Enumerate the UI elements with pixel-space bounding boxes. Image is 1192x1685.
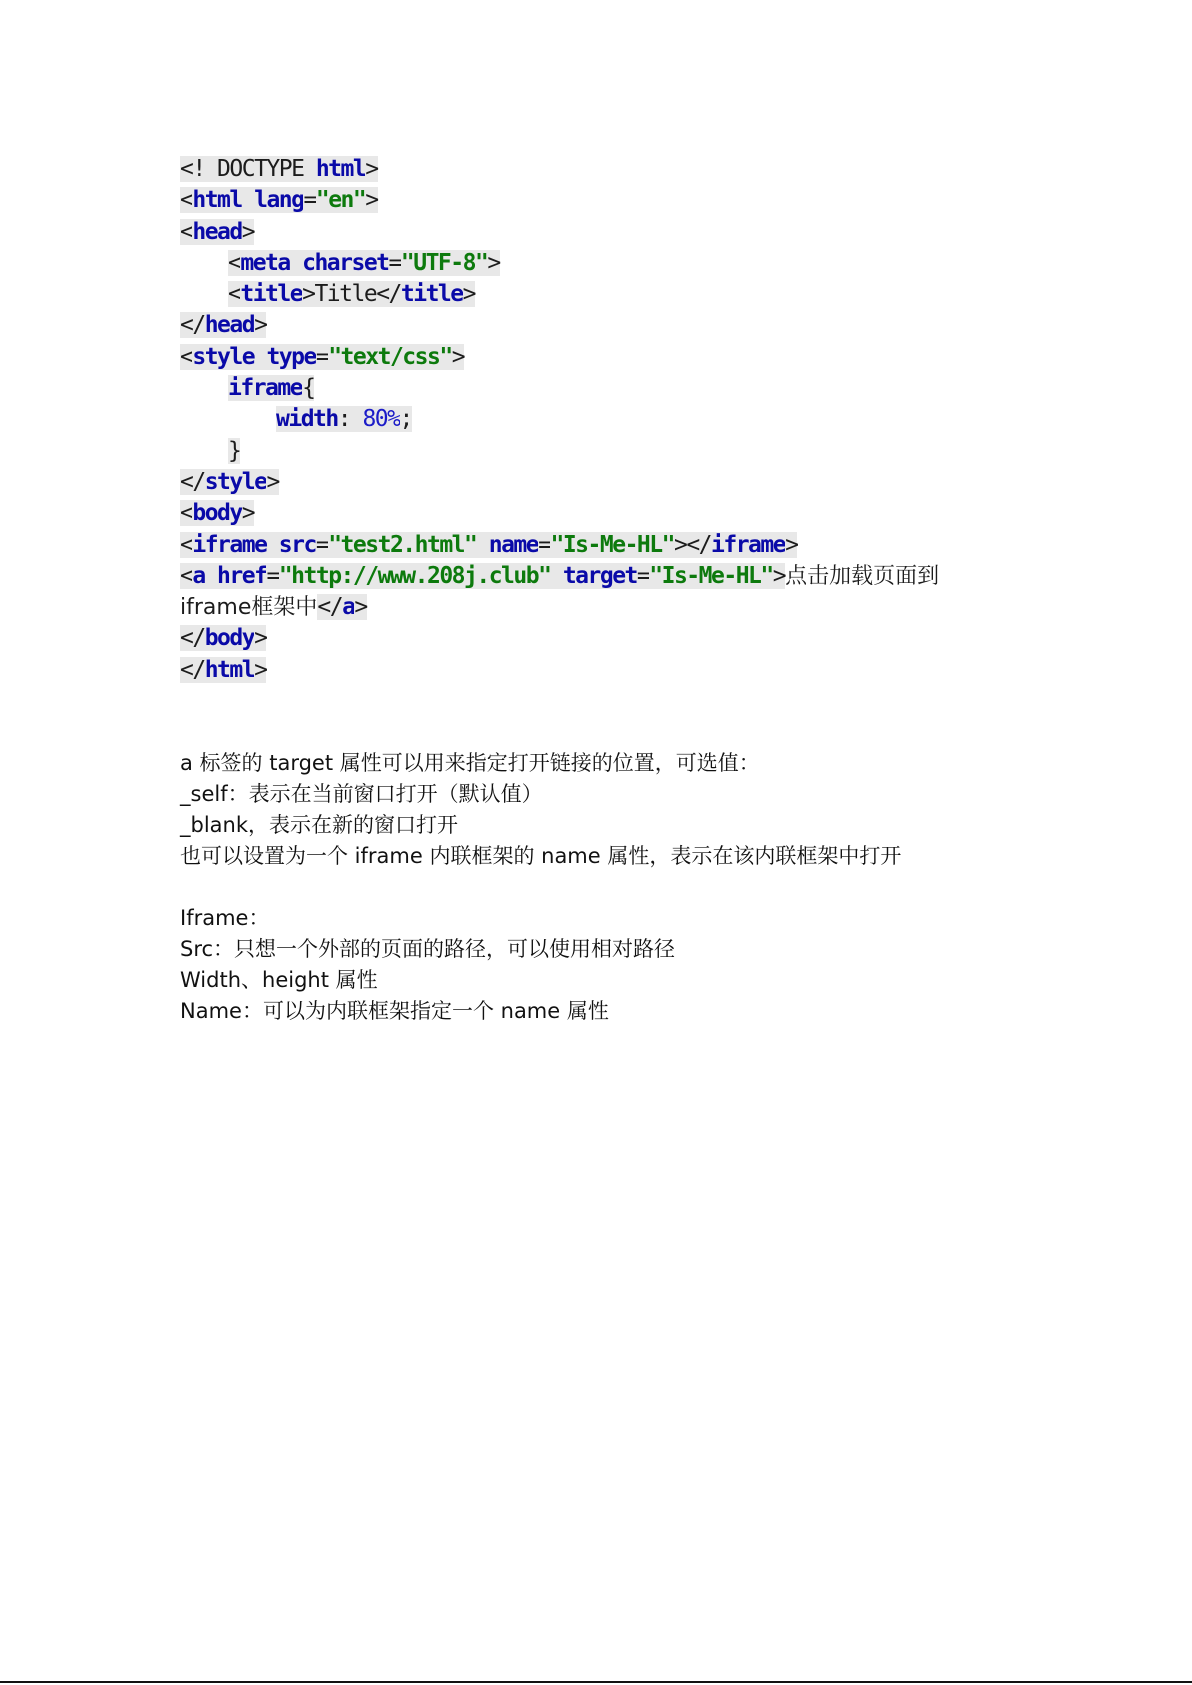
code-line [180, 310, 980, 341]
code-line [180, 373, 980, 404]
code-punctuation: ; [399, 406, 412, 433]
code-keyword: iframe [228, 375, 303, 402]
code-keyword: style [204, 468, 267, 495]
code-punctuation: = [636, 562, 650, 589]
code-punctuation: < [180, 187, 193, 214]
code-punctuation: > [266, 468, 279, 495]
code-punctuation: </ [180, 468, 205, 495]
code-keyword: iframe src [192, 531, 316, 558]
src-description-text: Src：只想一个外部的页面的路径，可以使用相对路径 [180, 937, 676, 961]
code-punctuation: > [772, 562, 786, 589]
code-line [180, 436, 980, 467]
name-description-text: Name：可以为内联框架指定一个 name 属性 [180, 999, 609, 1023]
code-punctuation: > [254, 625, 267, 652]
code-punctuation [476, 532, 488, 558]
code-punctuation: < [180, 343, 193, 370]
paragraph-gap [180, 872, 1100, 903]
code-string: "en" [315, 187, 366, 214]
code-keyword: html lang [192, 187, 304, 214]
code-punctuation: { [302, 375, 315, 402]
code-string: "Is-Me-HL" [550, 531, 674, 558]
code-keyword: a [342, 594, 355, 621]
code-line [180, 623, 980, 654]
code-block [180, 154, 980, 686]
code-punctuation: </ [180, 656, 205, 683]
code-string: "UTF-8" [400, 249, 488, 276]
code-keyword: head [204, 312, 255, 339]
code-line [180, 248, 980, 279]
code-punctuation: > [241, 500, 255, 527]
code-string: "Is-Me-HL" [649, 562, 773, 589]
code-plain-text: 点击加载页面到 [785, 563, 940, 589]
code-keyword: width [276, 406, 338, 433]
code-punctuation: < [180, 562, 193, 589]
code-string: "text/css" [328, 343, 452, 370]
code-line [180, 404, 980, 435]
code-line [180, 154, 980, 185]
code-keyword: title [400, 281, 463, 308]
code-line [180, 467, 980, 498]
code-punctuation: = [266, 562, 279, 589]
code-punctuation: </ [180, 625, 205, 652]
code-punctuation: > [487, 249, 500, 276]
code-punctuation: </ [180, 312, 205, 339]
code-keyword: head [192, 218, 242, 245]
code-punctuation: <! DOCTYPE [180, 156, 316, 182]
code-line [180, 530, 980, 561]
code-keyword: a href [192, 562, 267, 589]
code-punctuation: < [228, 249, 241, 276]
code-punctuation: > [462, 281, 475, 308]
code-punctuation: ></ [673, 531, 712, 558]
self-option-text: _self：表示在当前窗口打开（默认值） [180, 782, 543, 806]
code-punctuation: > [785, 531, 798, 558]
code-line [180, 655, 980, 686]
code-keyword: body [192, 500, 242, 527]
page-bottom-border [0, 1681, 1192, 1683]
code-number: 80% [362, 406, 400, 433]
code-keyword: target [562, 562, 637, 589]
target-intro-text: a 标签的 target 属性可以用来指定打开链接的位置，可选值： [180, 751, 760, 775]
iframe-name-option-text: 也可以设置为一个 iframe 内联框架的 name 属性，表示在该内联框架中打开 [180, 844, 902, 868]
code-punctuation: = [315, 531, 329, 558]
code-line [180, 279, 980, 310]
code-line [180, 561, 980, 592]
code-punctuation: < [180, 531, 193, 558]
code-punctuation: : [337, 406, 363, 433]
code-plain-text: iframe框架中 [180, 595, 318, 621]
width-height-text: Width、height 属性 [180, 968, 378, 992]
code-keyword: name [488, 531, 539, 558]
iframe-heading-text: Iframe： [180, 906, 270, 930]
code-string: "test2.html" [328, 531, 477, 558]
code-keyword: meta charset [240, 249, 389, 276]
code-line [180, 185, 980, 216]
code-keyword: body [204, 625, 255, 652]
code-punctuation: = [388, 249, 401, 276]
code-punctuation: > [365, 156, 378, 182]
code-punctuation: >Title</ [302, 281, 401, 308]
code-punctuation: > [241, 218, 255, 245]
code-keyword: title [240, 281, 303, 308]
code-punctuation: > [354, 594, 367, 621]
code-punctuation: } [228, 437, 241, 464]
code-line [180, 498, 980, 529]
code-punctuation: > [451, 343, 465, 370]
code-punctuation: > [254, 312, 267, 339]
code-punctuation: = [303, 187, 316, 214]
notes-block [180, 748, 1100, 1027]
code-keyword: html [315, 156, 366, 182]
code-punctuation: < [228, 281, 241, 308]
code-keyword: html [204, 656, 255, 683]
blank-option-text: _blank，表示在新的窗口打开 [180, 813, 459, 837]
code-line [180, 342, 980, 373]
code-line [180, 592, 980, 623]
code-punctuation: = [538, 531, 551, 558]
code-keyword: iframe [711, 531, 786, 558]
code-keyword: style type [192, 343, 316, 370]
code-punctuation: > [254, 656, 267, 683]
code-punctuation: > [365, 187, 378, 214]
code-punctuation: = [315, 343, 329, 370]
code-punctuation: < [180, 218, 193, 245]
code-punctuation [550, 563, 562, 589]
code-punctuation: < [180, 500, 193, 527]
code-string: "http://www.208j.club" [278, 562, 551, 589]
code-punctuation: </ [317, 594, 343, 621]
code-line [180, 217, 980, 248]
